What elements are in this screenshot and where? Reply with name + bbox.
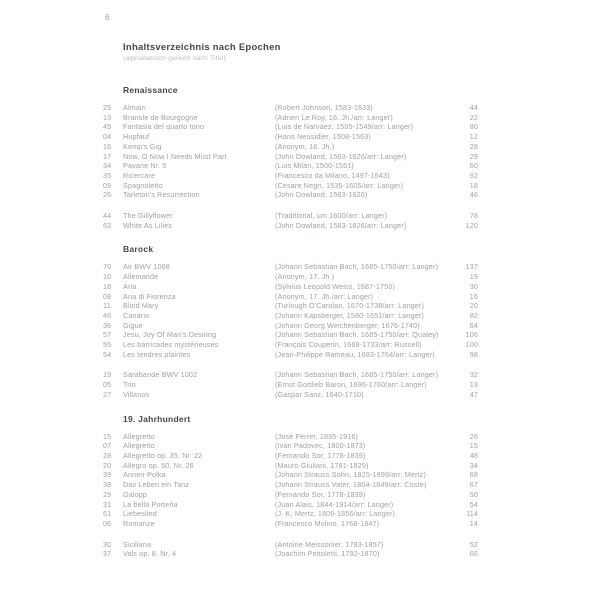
row-composer: (Mauro Giuliani, 1781-1829) — [275, 460, 369, 470]
toc-row — [103, 330, 478, 340]
toc-row — [103, 441, 478, 451]
row-composer: (Fernando Sor, 1778-1839) — [275, 450, 366, 460]
toc-group — [103, 540, 478, 559]
row-composer: (Fernando Sor, 1778-1839) — [275, 489, 366, 499]
row-track-number: 27 — [103, 389, 112, 399]
row-page-number: 13 — [469, 380, 478, 390]
row-page-number: 16 — [469, 291, 478, 301]
row-page-number: 82 — [469, 310, 478, 320]
toc-group — [103, 262, 478, 359]
row-page-number: 137 — [465, 262, 478, 272]
row-page-number: 68 — [469, 470, 478, 480]
row-composer: (Sylvius Leopold Weiss, 1687-1750) — [275, 281, 396, 291]
row-page-number: 44 — [469, 103, 478, 112]
toc-sections — [103, 85, 478, 559]
row-track-number: 34 — [103, 161, 112, 171]
row-page-number: 32 — [469, 370, 478, 380]
toc-row — [103, 282, 478, 292]
row-title: Sarabande BWV 1002 — [123, 370, 198, 380]
row-composer: (José Ferrer, 1835-1916) — [275, 431, 359, 441]
row-page-number: 80 — [469, 122, 478, 132]
row-page-number: 78 — [469, 211, 478, 221]
row-title: Les barricades mystérieuses — [123, 340, 219, 350]
row-track-number: 36 — [103, 320, 112, 330]
toc-group — [103, 432, 478, 529]
toc-row — [103, 272, 478, 282]
toc-group — [103, 211, 478, 230]
row-title: Galopp — [123, 489, 148, 499]
row-page-number: 46 — [469, 190, 478, 200]
row-composer: (Ernst Gottlieb Baron, 1696-1760/arr: Langer) — [275, 380, 427, 390]
toc-section — [103, 85, 478, 230]
row-title: Bransle de Bourgogne — [123, 112, 198, 122]
row-composer: (Johann Kapsberger, 1580-1651/arr: Langer) — [275, 310, 424, 320]
row-track-number: 20 — [103, 460, 112, 470]
row-page-number: 47 — [469, 389, 478, 399]
row-page-number: 64 — [469, 320, 478, 330]
row-title: The Gillyflower — [123, 211, 173, 221]
toc-row — [103, 161, 478, 171]
toc-title: Inhaltsverzeichnis nach Epochen — [123, 42, 281, 53]
row-track-number: 57 — [103, 330, 112, 340]
row-track-number: 11 — [103, 301, 111, 311]
row-track-number: 30 — [103, 539, 112, 549]
row-page-number: 52 — [469, 539, 478, 549]
toc-row — [103, 211, 478, 221]
row-title: Air BWV 1068 — [123, 262, 170, 272]
toc-row — [103, 540, 478, 550]
row-composer: (Anonym, 16. Jh.) — [275, 141, 335, 151]
row-track-number: 55 — [103, 340, 112, 350]
row-title: Ricercare — [123, 170, 156, 180]
toc-group — [103, 103, 478, 200]
row-title: Allegretto — [123, 431, 155, 441]
row-title: White As Lilies — [123, 220, 172, 230]
page-number: 6 — [105, 13, 110, 22]
row-composer: (Francesco da Milano, 1497-1543) — [275, 170, 390, 180]
toc-row — [103, 311, 478, 321]
toc-row — [103, 451, 478, 461]
row-title: Vals op. 8, Nr. 4 — [123, 549, 177, 559]
row-title: Liebeslied — [123, 509, 157, 519]
toc-row — [103, 132, 478, 142]
row-track-number: 38 — [103, 480, 112, 490]
row-composer: (Traditional, um 1600/arr: Langer) — [275, 211, 388, 221]
toc-row — [103, 490, 478, 500]
row-track-number: 05 — [103, 380, 112, 390]
toc-row — [103, 480, 478, 490]
toc-row — [103, 171, 478, 181]
row-page-number: 98 — [469, 349, 478, 359]
row-title: Tarleton's Resurrection — [123, 190, 200, 200]
row-composer: (Luis de Narváez, 1505-1549/arr: Langer) — [275, 122, 414, 132]
toc-row — [103, 152, 478, 162]
row-composer: (Jean-Philippe Rameau, 1683-1764/arr: Langer) — [275, 349, 435, 359]
row-track-number: 06 — [103, 518, 112, 528]
row-title: Allegretto op. 35, Nr. 22 — [123, 450, 203, 460]
row-track-number: 15 — [103, 431, 112, 441]
toc-row — [103, 461, 478, 471]
toc-row — [103, 500, 478, 510]
row-composer: (Luis Milán, 1500-1551) — [275, 161, 354, 171]
row-page-number: 50 — [469, 489, 478, 499]
row-title: Aria — [123, 281, 137, 291]
row-composer: (Johann Sebastian Bach, 1685-1750/arr: Langer) — [275, 262, 439, 272]
row-track-number: 04 — [103, 132, 112, 142]
row-title: Pavane Nr. 5 — [123, 161, 167, 171]
toc-row — [103, 113, 478, 123]
row-page-number: 114 — [466, 509, 478, 519]
row-track-number: 63 — [103, 220, 112, 230]
row-title: Das Leben ein Tanz — [123, 480, 190, 490]
row-title: Les tendres plaintes — [123, 349, 191, 359]
row-title: Siciliana — [123, 539, 152, 549]
toc-row — [103, 190, 478, 200]
row-track-number: 28 — [103, 450, 112, 460]
toc-row — [103, 122, 478, 132]
row-composer: (Anonym, 17. Jh./arr: Langer) — [275, 291, 374, 301]
row-title: Spagnoletto — [123, 180, 164, 190]
toc-row — [103, 390, 478, 400]
row-track-number: 10 — [103, 272, 112, 282]
row-composer: (Johann Strauss Sohn, 1825-1899/arr: Mertz) — [275, 470, 427, 480]
row-track-number: 54 — [103, 349, 112, 359]
toc-row — [103, 221, 478, 231]
row-title: Canario — [123, 310, 150, 320]
row-page-number: 29 — [469, 151, 478, 161]
row-composer: (François Couperin, 1668-1733/arr: Russell) — [275, 340, 422, 350]
row-track-number: 45 — [103, 122, 112, 132]
toc-row — [103, 103, 478, 113]
row-track-number: 31 — [103, 499, 112, 509]
row-composer: (J. K. Mertz, 1806-1856/arr: Langer) — [275, 509, 396, 519]
toc-row — [103, 340, 478, 350]
row-track-number: 70 — [103, 262, 112, 272]
row-composer: (Francesco Molino, 1768-1847) — [275, 518, 380, 528]
row-title: Almain — [123, 103, 146, 112]
row-page-number: 22 — [469, 112, 478, 122]
row-composer: (Johann Georg Weichenberger, 1676-1740) — [275, 320, 420, 330]
row-track-number: 19 — [103, 370, 112, 380]
row-page-number: 54 — [469, 499, 478, 509]
row-page-number: 12 — [469, 132, 478, 142]
toc-subtitle: (alphabetisch gereiht nach Titel) — [123, 55, 226, 62]
row-page-number: 14 — [469, 518, 478, 528]
section-heading: 19. Jahrhundert — [123, 413, 191, 424]
row-composer: (Adrien Le Roy, 16. Jh./arr: Langer) — [275, 112, 393, 122]
row-track-number: 61 — [103, 509, 112, 519]
toc-row — [103, 549, 478, 559]
row-composer: (Turlough O'Carolan, 1670-1738/arr: Langer) — [275, 301, 424, 311]
row-title: Trio — [123, 380, 136, 390]
toc-section — [103, 414, 478, 559]
row-page-number: 15 — [469, 441, 478, 451]
toc-section — [103, 244, 478, 399]
toc-row — [103, 321, 478, 331]
row-track-number: 09 — [103, 180, 112, 190]
row-title: La bella Porteña — [123, 499, 178, 509]
toc-row — [103, 181, 478, 191]
row-page-number: 67 — [469, 480, 478, 490]
row-track-number: 35 — [103, 170, 112, 180]
row-track-number: 46 — [103, 310, 112, 320]
toc-row — [103, 470, 478, 480]
row-track-number: 26 — [103, 190, 112, 200]
row-composer: (Joachim Pettoletti, 1792-1870) — [275, 549, 380, 559]
row-title: Villanos — [123, 389, 150, 399]
row-track-number: 17 — [103, 151, 112, 161]
row-composer: (Cesare Negri, 1535-1605/arr: Langer) — [275, 180, 404, 190]
row-composer: (Johann Sebastian Bach, 1685-1750/arr: Qualey) — [275, 330, 439, 340]
row-track-number: 08 — [103, 291, 112, 301]
toc-row — [103, 292, 478, 302]
row-page-number: 66 — [469, 549, 478, 559]
row-composer: (Robert Johnson, 1583-1633) — [275, 103, 373, 112]
row-composer: (Anonym, 17. Jh.) — [275, 272, 335, 282]
row-composer: (John Dowland, 1563-1626/arr: Langer) — [275, 151, 407, 161]
page-content — [103, 13, 478, 559]
row-title: Aria di Fiorenza — [123, 291, 176, 301]
row-title: Jesu, Joy Of Man's Desiring — [123, 330, 217, 340]
toc-row — [103, 142, 478, 152]
row-page-number: 20 — [469, 301, 478, 311]
section-heading: Renaissance — [123, 85, 178, 95]
row-title: Kemp's Gig — [123, 141, 162, 151]
row-title: Fantasia del quarto tono — [123, 122, 205, 132]
row-page-number: 62 — [469, 170, 478, 180]
row-title: Annen-Polka — [123, 470, 166, 480]
toc-row — [103, 370, 478, 380]
row-title: Allemande — [123, 272, 159, 282]
toc-row — [103, 301, 478, 311]
row-track-number: 37 — [103, 549, 112, 559]
toc-row — [103, 262, 478, 272]
row-composer: (Juan Alais, 1844-1914/arr: Langer) — [275, 499, 394, 509]
row-track-number: 16 — [103, 141, 112, 151]
row-composer: (Johann Sebastian Bach, 1685-1750/arr: Langer) — [275, 370, 439, 380]
toc-row — [103, 350, 478, 360]
toc-row — [103, 432, 478, 442]
row-track-number: 39 — [103, 470, 112, 480]
row-page-number: 18 — [469, 180, 478, 190]
toc-row — [103, 509, 478, 519]
row-page-number: 19 — [469, 272, 478, 282]
row-track-number: 25 — [103, 103, 112, 112]
row-composer: (Gaspar Sanz, 1640-1710) — [275, 389, 364, 399]
toc-row — [103, 519, 478, 529]
row-track-number: 44 — [103, 211, 112, 221]
row-track-number: 07 — [103, 441, 112, 451]
row-page-number: 30 — [469, 281, 478, 291]
row-page-number: 28 — [469, 141, 478, 151]
row-page-number: 106 — [465, 330, 478, 340]
row-page-number: 60 — [469, 161, 478, 171]
row-track-number: 13 — [103, 112, 112, 122]
toc-group — [103, 370, 478, 399]
row-track-number: 18 — [103, 281, 112, 291]
row-track-number: 29 — [103, 489, 112, 499]
row-title: Now, O Now I Needs Must Part — [123, 151, 227, 161]
section-heading: Barock — [123, 244, 154, 255]
row-composer: (Johann Strauss Vater, 1804-1849/arr: Coste) — [275, 480, 427, 490]
toc-row — [103, 380, 478, 390]
row-composer: (John Dowland, 1563-1626/arr: Langer) — [275, 220, 407, 230]
row-page-number: 120 — [465, 220, 478, 230]
row-title: Romanze — [123, 518, 155, 528]
row-page-number: 26 — [469, 431, 478, 441]
row-title: Hupfauf — [123, 132, 150, 142]
row-title: Allegretto — [123, 441, 155, 451]
row-composer: (John Dowland, 1563-1626) — [275, 190, 368, 200]
row-page-number: 100 — [465, 340, 478, 350]
row-title: Blind Mary — [123, 301, 159, 311]
row-title: Allegro op. 50, Nr. 26 — [123, 460, 194, 470]
row-composer: (Ivan Padovec, 1800-1873) — [275, 441, 366, 451]
row-title: Gigue — [123, 320, 143, 330]
row-page-number: 48 — [469, 450, 478, 460]
row-composer: (Antoine Meissonier, 1783-1857) — [275, 539, 384, 549]
row-composer: (Hans Neusidler, 1508-1563) — [275, 132, 371, 142]
row-page-number: 34 — [469, 460, 478, 470]
